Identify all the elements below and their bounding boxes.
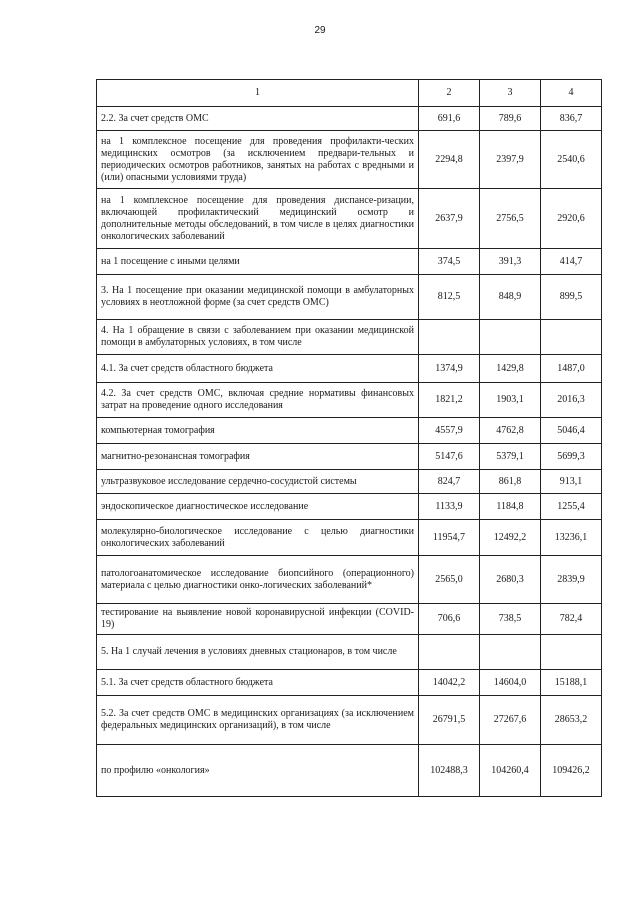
table-row bbox=[97, 670, 602, 696]
row-value-4: 836,7 bbox=[541, 107, 602, 131]
row-value-4: 109426,2 bbox=[541, 745, 602, 797]
table-row bbox=[97, 189, 602, 249]
table-row bbox=[97, 418, 602, 444]
row-value-2 bbox=[419, 635, 480, 670]
row-label: 5. На 1 случай лечения в условиях дневных стационаров, в том числе bbox=[97, 635, 419, 670]
row-label: 2.2. За счет средств ОМС bbox=[97, 107, 419, 131]
row-value-4: 2540,6 bbox=[541, 131, 602, 189]
row-value-2: 5147,6 bbox=[419, 444, 480, 470]
row-label: эндоскопическое диагностическое исследование bbox=[97, 494, 419, 520]
row-value-2: 812,5 bbox=[419, 275, 480, 320]
row-value-3: 1184,8 bbox=[480, 494, 541, 520]
row-value-3: 2680,3 bbox=[480, 556, 541, 604]
row-value-2: 11954,7 bbox=[419, 520, 480, 556]
table-row bbox=[97, 520, 602, 556]
table-row bbox=[97, 355, 602, 383]
row-value-3 bbox=[480, 635, 541, 670]
row-value-4: 414,7 bbox=[541, 249, 602, 275]
row-value-4: 13236,1 bbox=[541, 520, 602, 556]
row-value-3: 4762,8 bbox=[480, 418, 541, 444]
row-value-3: 2397,9 bbox=[480, 131, 541, 189]
row-value-2: 14042,2 bbox=[419, 670, 480, 696]
table-row bbox=[97, 635, 602, 670]
row-label: 4.1. За счет средств областного бюджета bbox=[97, 355, 419, 383]
row-value-3: 848,9 bbox=[480, 275, 541, 320]
row-value-4: 2920,6 bbox=[541, 189, 602, 249]
column-header: 3 bbox=[480, 80, 541, 107]
cost-standards-table bbox=[96, 79, 602, 797]
row-value-4: 15188,1 bbox=[541, 670, 602, 696]
row-label: по профилю «онкология» bbox=[97, 745, 419, 797]
column-header: 1 bbox=[97, 80, 419, 107]
table-row bbox=[97, 249, 602, 275]
row-value-2: 691,6 bbox=[419, 107, 480, 131]
row-value-2: 374,5 bbox=[419, 249, 480, 275]
row-label: патологоанатомическое исследование биопсийного (операционного) материала с целью диагностики онко-логических заболеваний* bbox=[97, 556, 419, 604]
row-value-2: 1133,9 bbox=[419, 494, 480, 520]
row-value-2: 1374,9 bbox=[419, 355, 480, 383]
row-value-3: 5379,1 bbox=[480, 444, 541, 470]
table-row bbox=[97, 745, 602, 797]
page-number: 29 bbox=[314, 25, 326, 36]
table-row bbox=[97, 320, 602, 355]
row-label: на 1 посещение с иными целями bbox=[97, 249, 419, 275]
row-value-2 bbox=[419, 320, 480, 355]
table-row bbox=[97, 444, 602, 470]
row-value-3: 14604,0 bbox=[480, 670, 541, 696]
row-value-4 bbox=[541, 635, 602, 670]
row-value-3: 738,5 bbox=[480, 604, 541, 635]
row-value-4 bbox=[541, 320, 602, 355]
row-value-3: 104260,4 bbox=[480, 745, 541, 797]
row-label: ультразвуковое исследование сердечно-сосудистой системы bbox=[97, 470, 419, 494]
row-value-4: 2016,3 bbox=[541, 383, 602, 418]
row-value-3 bbox=[480, 320, 541, 355]
row-value-3: 1429,8 bbox=[480, 355, 541, 383]
row-value-3: 2756,5 bbox=[480, 189, 541, 249]
row-value-2: 824,7 bbox=[419, 470, 480, 494]
table-row bbox=[97, 131, 602, 189]
row-label: тестирование на выявление новой коронавирусной инфекции (COVID-19) bbox=[97, 604, 419, 635]
table-row bbox=[97, 470, 602, 494]
row-value-3: 789,6 bbox=[480, 107, 541, 131]
row-value-3: 1903,1 bbox=[480, 383, 541, 418]
table-header-row bbox=[97, 80, 602, 107]
table-row bbox=[97, 275, 602, 320]
row-label: молекулярно-биологическое исследование с целью диагностики онкологических заболеваний bbox=[97, 520, 419, 556]
row-label: компьютерная томография bbox=[97, 418, 419, 444]
row-value-3: 27267,6 bbox=[480, 696, 541, 745]
row-value-4: 913,1 bbox=[541, 470, 602, 494]
row-value-4: 2839,9 bbox=[541, 556, 602, 604]
column-header: 2 bbox=[419, 80, 480, 107]
row-value-4: 28653,2 bbox=[541, 696, 602, 745]
row-value-4: 5699,3 bbox=[541, 444, 602, 470]
row-value-4: 1255,4 bbox=[541, 494, 602, 520]
row-value-2: 2294,8 bbox=[419, 131, 480, 189]
row-value-2: 2637,9 bbox=[419, 189, 480, 249]
row-value-3: 861,8 bbox=[480, 470, 541, 494]
table-row bbox=[97, 604, 602, 635]
row-label: на 1 комплексное посещение для проведения профилакти-ческих медицинских осмотров (за исключением предвари-тельных и периодических осмотров работников, занятых на работах с вредными и (или) опасными условиями труда) bbox=[97, 131, 419, 189]
row-label: 4.2. За счет средств ОМС, включая средние нормативы финансовых затрат на проведение одного исследования bbox=[97, 383, 419, 418]
table-row bbox=[97, 494, 602, 520]
row-value-2: 26791,5 bbox=[419, 696, 480, 745]
table-row bbox=[97, 383, 602, 418]
row-value-2: 2565,0 bbox=[419, 556, 480, 604]
row-label: 3. На 1 посещение при оказании медицинской помощи в амбулаторных условиях в неотложной форме (за счет средств ОМС) bbox=[97, 275, 419, 320]
row-label: 5.1. За счет средств областного бюджета bbox=[97, 670, 419, 696]
row-label: 5.2. За счет средств ОМС в медицинских организациях (за исключением федеральных медицинских организаций), в том числе bbox=[97, 696, 419, 745]
row-value-4: 5046,4 bbox=[541, 418, 602, 444]
table-row bbox=[97, 107, 602, 131]
row-value-2: 4557,9 bbox=[419, 418, 480, 444]
row-value-3: 391,3 bbox=[480, 249, 541, 275]
table-row bbox=[97, 696, 602, 745]
row-label: 4. На 1 обращение в связи с заболеванием при оказании медицинской помощи в амбулаторных условиях, в том числе bbox=[97, 320, 419, 355]
row-value-2: 706,6 bbox=[419, 604, 480, 635]
row-value-4: 782,4 bbox=[541, 604, 602, 635]
row-value-2: 102488,3 bbox=[419, 745, 480, 797]
row-value-2: 1821,2 bbox=[419, 383, 480, 418]
row-value-4: 899,5 bbox=[541, 275, 602, 320]
table-row bbox=[97, 556, 602, 604]
row-label: на 1 комплексное посещение для проведения диспансе-ризации, включающей профилактический медицинский осмотр и дополнительные методы обследований, в том числе в целях диагностики онкологических заболеваний bbox=[97, 189, 419, 249]
row-value-4: 1487,0 bbox=[541, 355, 602, 383]
column-header: 4 bbox=[541, 80, 602, 107]
row-label: магнитно-резонансная томография bbox=[97, 444, 419, 470]
row-value-3: 12492,2 bbox=[480, 520, 541, 556]
